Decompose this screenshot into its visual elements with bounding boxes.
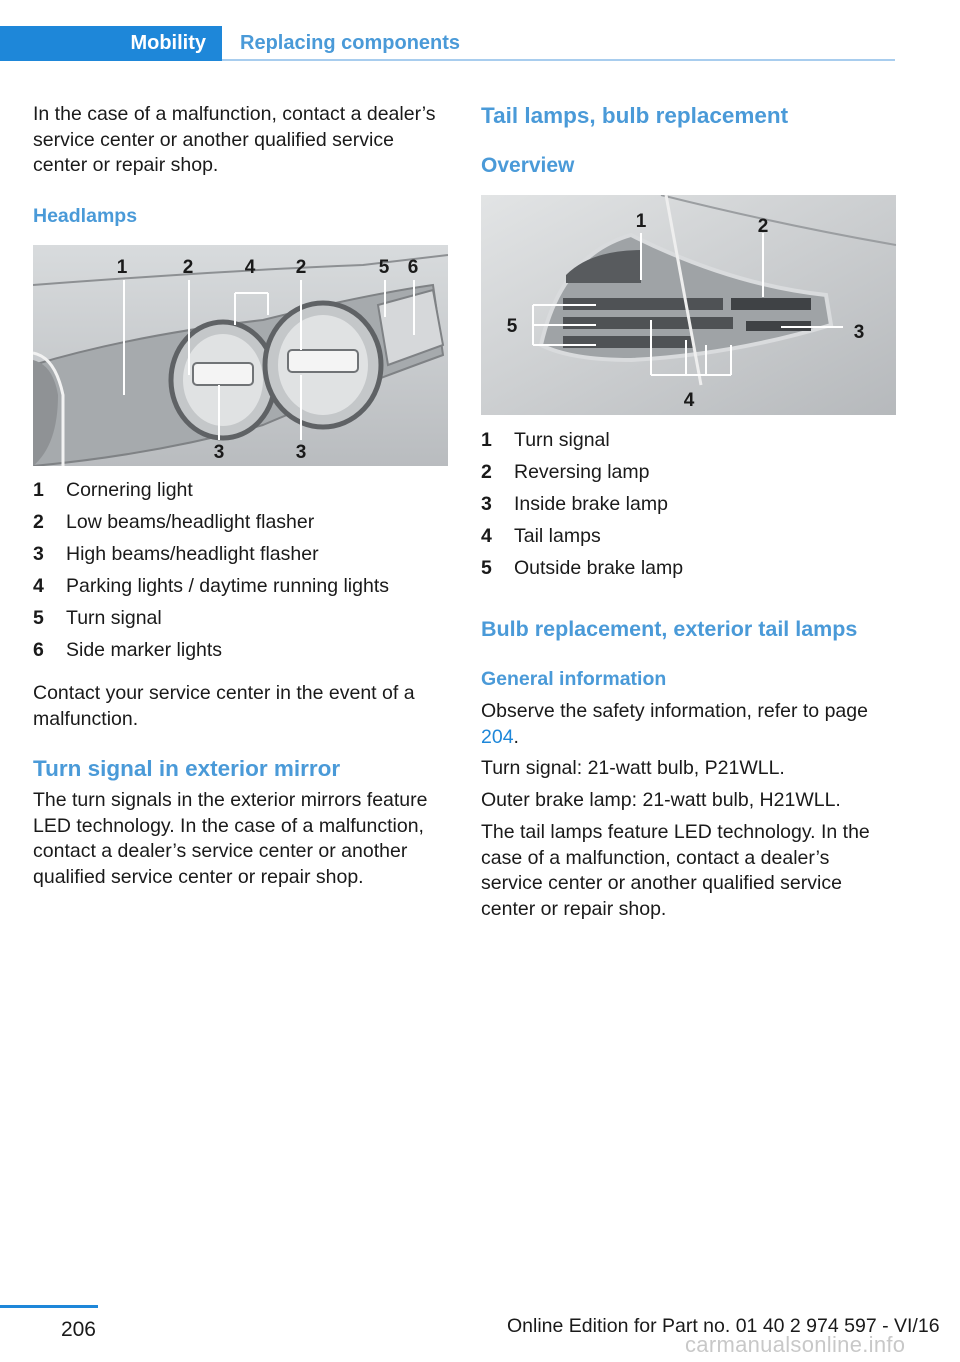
legend-item: 4 Tail lamps <box>481 525 601 547</box>
legend-item: 6 Side marker lights <box>33 639 223 661</box>
tail-lamps-legend <box>481 424 896 584</box>
legend-item: 2 Low beams/headlight flasher <box>33 511 315 533</box>
legend-item: 3 Inside brake lamp <box>481 493 668 515</box>
headlamps-legend <box>33 474 448 666</box>
legend-item: 3 High beams/headlight flasher <box>33 543 319 565</box>
callout-2: 2 <box>757 216 769 237</box>
legend-item: 2 Reversing lamp <box>481 461 650 483</box>
watermark-text: carmanualsonline.info <box>685 1332 906 1357</box>
callout-2: 2 <box>182 257 194 278</box>
callout-1: 1 <box>116 257 128 278</box>
subsection-tab[interactable]: Replacing components <box>240 32 461 54</box>
callout-4: 4 <box>683 390 695 411</box>
edition-text: Online Edition for Part no. 01 40 2 974 597 - VI/16 <box>507 1315 940 1337</box>
contact-paragraph: Contact your service center in the event of a malfunction. <box>33 682 415 730</box>
legend-item: 1 Turn signal <box>481 429 610 451</box>
legend-item: 5 Outside brake lamp <box>481 557 684 579</box>
overview-heading: Overview <box>481 154 575 177</box>
tail-lamps-figure <box>481 195 896 415</box>
headlamps-figure <box>33 245 448 466</box>
callout-5: 5 <box>506 316 518 337</box>
callout-3: 3 <box>853 322 865 343</box>
mirror-paragraph: The turn signals in the exterior mirrors feature LED technology. In the case of a malfunction, contact a dealer’s service center or another qualified service center or repair shop. <box>33 789 428 888</box>
callout-3: 3 <box>295 442 307 463</box>
callout-4: 4 <box>244 257 256 278</box>
outer-brake-spec: Outer brake lamp: 21-watt bulb, H21WLL. <box>481 789 841 811</box>
section-tab[interactable]: Mobility <box>0 26 222 61</box>
intro-paragraph: In the case of a malfunction, contact a dealer’s service center or another qualified service center or repair shop. <box>33 103 436 176</box>
headlamps-heading: Headlamps <box>33 205 138 227</box>
turn-signal-spec: Turn signal: 21-watt bulb, P21WLL. <box>481 757 785 779</box>
led-paragraph: The tail lamps feature LED technology. In the case of a malfunction, contact a dealer’s service center or another qualified service center or repair shop. <box>481 821 870 920</box>
page-reference-link[interactable]: 204 <box>481 725 514 748</box>
legend-item: 4 Parking lights / daytime running lights <box>33 575 389 597</box>
legend-item: 5 Turn signal <box>33 607 162 629</box>
safety-paragraph: Observe the safety information, refer to page 204. <box>481 700 868 748</box>
callout-2: 2 <box>295 257 307 278</box>
callout-1: 1 <box>635 211 647 232</box>
legend-item: 1 Cornering light <box>33 479 193 501</box>
general-info-heading: General information <box>481 668 667 690</box>
mirror-heading: Turn signal in exterior mirror <box>33 756 341 781</box>
tail-lamps-heading: Tail lamps, bulb replacement <box>481 103 789 128</box>
bulb-replacement-heading: Bulb replacement, exterior tail lamps <box>481 617 858 641</box>
callout-3: 3 <box>213 442 225 463</box>
callout-6: 6 <box>407 257 419 278</box>
header-divider <box>222 59 895 61</box>
callout-5: 5 <box>378 257 390 278</box>
page-number: 206 <box>0 1305 98 1342</box>
